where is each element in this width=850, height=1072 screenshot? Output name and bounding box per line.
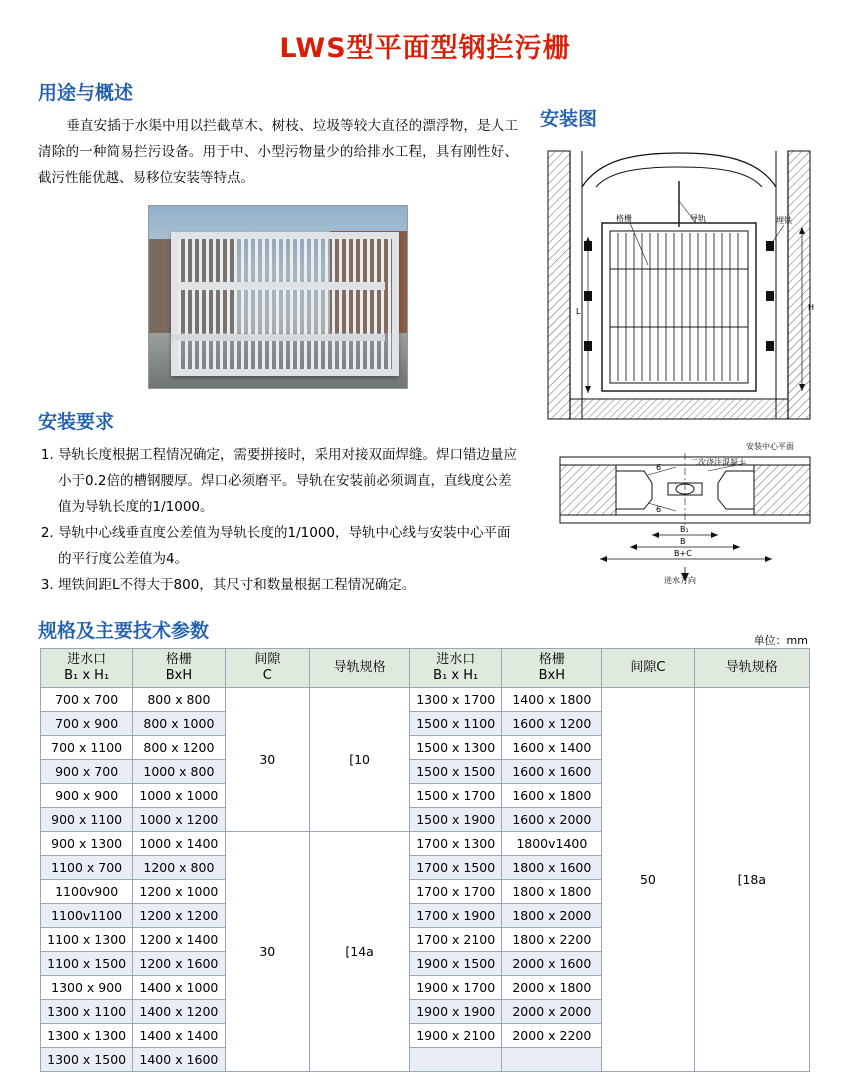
list-item: 3. 埋铁间距L不得大于800，其尺寸和数量根据工程情况确定。 (58, 572, 518, 598)
label-dimension-B1: B₁ (680, 525, 689, 534)
cell-inlet-right: 1700 x 2100 (410, 928, 502, 952)
th-line1: 间隙C (630, 660, 666, 675)
cell-inlet-left: 900 x 900 (41, 784, 133, 808)
label-dimension-H: H (808, 303, 815, 312)
cell-grate-left: 1200 x 800 (133, 856, 225, 880)
cell-inlet-right: 1900 x 2100 (410, 1024, 502, 1048)
list-item: 1. 导轨长度根据工程情况确定，需要拼接时，采用对接双面焊缝。焊口错边量应小于0.2倍的槽钢腰厚。焊口必须磨平。导轨在安装前必须调直，直线度公差值为导轨长度的1/1000。 (58, 442, 518, 520)
cell-inlet-left: 1300 x 1300 (41, 1024, 133, 1048)
cell-grate-right: 1400 x 1800 (502, 688, 602, 712)
cell-grate-right (502, 1048, 602, 1072)
cell-grate-left: 1400 x 1200 (133, 1000, 225, 1024)
cell-inlet-left: 1100 x 1500 (41, 952, 133, 976)
cell-grate-right: 1600 x 1600 (502, 760, 602, 784)
label-plan-title: 安装中心平面 (746, 442, 794, 451)
cell-grate-left: 1000 x 800 (133, 760, 225, 784)
cell-grate-left: 1000 x 1000 (133, 784, 225, 808)
cell-grate-right: 1800 x 1800 (502, 880, 602, 904)
th-inlet-left (41, 649, 133, 688)
install-requirements-list (38, 442, 518, 598)
cell-grate-right: 1600 x 1200 (502, 712, 602, 736)
cell-inlet-left: 900 x 1100 (41, 808, 133, 832)
cell-inlet-right: 1500 x 1300 (410, 736, 502, 760)
cell-grate-left: 1200 x 1200 (133, 904, 225, 928)
spec-table-head (41, 649, 810, 688)
section-heading-purpose: 用途与概述 (38, 82, 134, 104)
cell-rail-left-1: [10 (310, 688, 410, 832)
cell-grate-left: 1400 x 1000 (133, 976, 225, 1000)
label-rail: 导轨 (690, 214, 706, 223)
cell-grate-left: 800 x 1200 (133, 736, 225, 760)
cell-inlet-right: 1500 x 1500 (410, 760, 502, 784)
table-row (41, 688, 810, 712)
cell-gap-right: 50 (602, 688, 694, 1072)
section-heading-drawing: 安装图 (540, 108, 598, 130)
cell-inlet-right: 1700 x 1500 (410, 856, 502, 880)
th-line1: 间隙 (254, 652, 281, 667)
purpose-paragraph (38, 113, 518, 191)
cell-inlet-left: 700 x 1100 (41, 736, 133, 760)
cell-inlet-right: 1500 x 1100 (410, 712, 502, 736)
label-weld-upper: 6 (656, 463, 662, 472)
cell-grate-right: 2000 x 1800 (502, 976, 602, 1000)
unit-note: 单位：mm (753, 634, 808, 647)
cell-rail-right: [18a (694, 688, 809, 1072)
cell-inlet-left: 700 x 700 (41, 688, 133, 712)
th-line2: BxH (538, 668, 566, 683)
cell-grate-left: 1000 x 1200 (133, 808, 225, 832)
cell-grate-left: 1000 x 1400 (133, 832, 225, 856)
installation-plan-drawing (540, 442, 830, 589)
cell-grate-right: 2000 x 1600 (502, 952, 602, 976)
th-inlet-right (410, 649, 502, 688)
cell-inlet-left: 1100 x 700 (41, 856, 133, 880)
th-line1: 进水口 (436, 652, 476, 667)
section-heading-install: 安装要求 (38, 411, 115, 433)
list-item: 2. 导轨中心线垂直度公差值为导轨长度的1/1000，导轨中心线与安装中心平面的平行度公差值为4。 (58, 520, 518, 572)
cell-inlet-right (410, 1048, 502, 1072)
th-line2: BxH (165, 668, 193, 683)
cell-inlet-right: 1900 x 1500 (410, 952, 502, 976)
cell-grate-left: 800 x 1000 (133, 712, 225, 736)
cell-inlet-left: 1300 x 1500 (41, 1048, 133, 1072)
cell-grate-left: 1200 x 1600 (133, 952, 225, 976)
th-line1: 导轨规格 (333, 660, 386, 675)
cell-grate-right: 1800 x 2200 (502, 928, 602, 952)
label-embed: 埋铁 (776, 216, 792, 225)
th-line1: 进水口 (67, 652, 107, 667)
label-grate: 格栅 (616, 214, 632, 223)
label-weld-lower: 6 (656, 505, 662, 514)
product-photo (148, 205, 408, 389)
cell-grate-right: 1800 x 1600 (502, 856, 602, 880)
cell-inlet-left: 1300 x 900 (41, 976, 133, 1000)
cell-grate-right: 2000 x 2000 (502, 1000, 602, 1024)
cell-inlet-right: 1500 x 1700 (410, 784, 502, 808)
photo-rack-crossbar-lower (171, 334, 385, 341)
th-grate-right (502, 649, 602, 688)
purpose-text: 垂直安插于水渠中用以拦截草木、树枝、垃圾等较大直径的漂浮物，是人工清除的一种简易拦污设备。用于中、小型污物量少的给排水工程，具有刚性好、截污性能优越、易移位安装等特点。 (38, 118, 518, 186)
cell-inlet-right: 1700 x 1700 (410, 880, 502, 904)
cell-grate-left: 1400 x 1400 (133, 1024, 225, 1048)
right-column (540, 104, 830, 589)
th-line2: C (262, 668, 272, 683)
cell-inlet-right: 1900 x 1700 (410, 976, 502, 1000)
cell-grate-right: 2000 x 2200 (502, 1024, 602, 1048)
cell-rail-left-2: [14a (310, 832, 410, 1072)
cell-inlet-right: 1500 x 1900 (410, 808, 502, 832)
label-dimension-BC: B+C (674, 549, 692, 558)
cell-grate-right: 1800v1400 (502, 832, 602, 856)
cell-grate-right: 1600 x 1800 (502, 784, 602, 808)
th-line1: 导轨规格 (725, 660, 778, 675)
left-column (38, 78, 518, 598)
cell-grate-left: 1400 x 1600 (133, 1048, 225, 1072)
photo-rack-crossbar-upper (171, 282, 385, 290)
cell-grate-left: 1200 x 1400 (133, 928, 225, 952)
table-header-row (41, 649, 810, 688)
cell-inlet-left: 900 x 700 (41, 760, 133, 784)
elevation-svg (540, 141, 830, 441)
label-concrete: 二次浇注混凝土 (690, 458, 746, 467)
cell-inlet-right: 1700 x 1300 (410, 832, 502, 856)
th-line2: B₁ x H₁ (433, 668, 479, 683)
section-heading-spec: 规格及主要技术参数 (38, 620, 210, 642)
cell-inlet-left: 1100v900 (41, 880, 133, 904)
photo-trash-rack (171, 232, 399, 376)
th-gap-right (602, 649, 694, 688)
cell-grate-right: 1600 x 2000 (502, 808, 602, 832)
label-dimension-B: B (680, 537, 686, 546)
label-dimension-L: L (576, 307, 581, 316)
th-grate-left (133, 649, 225, 688)
cell-inlet-left: 1100v1100 (41, 904, 133, 928)
cell-inlet-right: 1900 x 1900 (410, 1000, 502, 1024)
page-title: LWS型平面型钢拦污栅 (279, 33, 571, 64)
th-rail-left (310, 649, 410, 688)
cell-gap-left-2: 30 (225, 832, 310, 1072)
cell-inlet-right: 1700 x 1900 (410, 904, 502, 928)
spec-table (40, 648, 810, 1072)
plan-svg (540, 449, 830, 589)
spec-table-body (41, 688, 810, 1072)
cell-grate-left: 1200 x 1000 (133, 880, 225, 904)
label-flow-direction: 进水方向 (664, 576, 696, 585)
th-line1: 格栅 (165, 652, 192, 667)
th-rail-right (694, 649, 809, 688)
cell-inlet-left: 700 x 900 (41, 712, 133, 736)
th-gap-left (225, 649, 310, 688)
cell-grate-right: 1600 x 1400 (502, 736, 602, 760)
th-line1: 格栅 (538, 652, 565, 667)
installation-elevation-drawing (540, 141, 830, 441)
cell-grate-left: 800 x 800 (133, 688, 225, 712)
cell-grate-right: 1800 x 2000 (502, 904, 602, 928)
th-line2: B₁ x H₁ (64, 668, 110, 683)
cell-gap-left-1: 30 (225, 688, 310, 832)
cell-inlet-left: 1100 x 1300 (41, 928, 133, 952)
cell-inlet-left: 900 x 1300 (41, 832, 133, 856)
cell-inlet-right: 1300 x 1700 (410, 688, 502, 712)
cell-inlet-left: 1300 x 1100 (41, 1000, 133, 1024)
